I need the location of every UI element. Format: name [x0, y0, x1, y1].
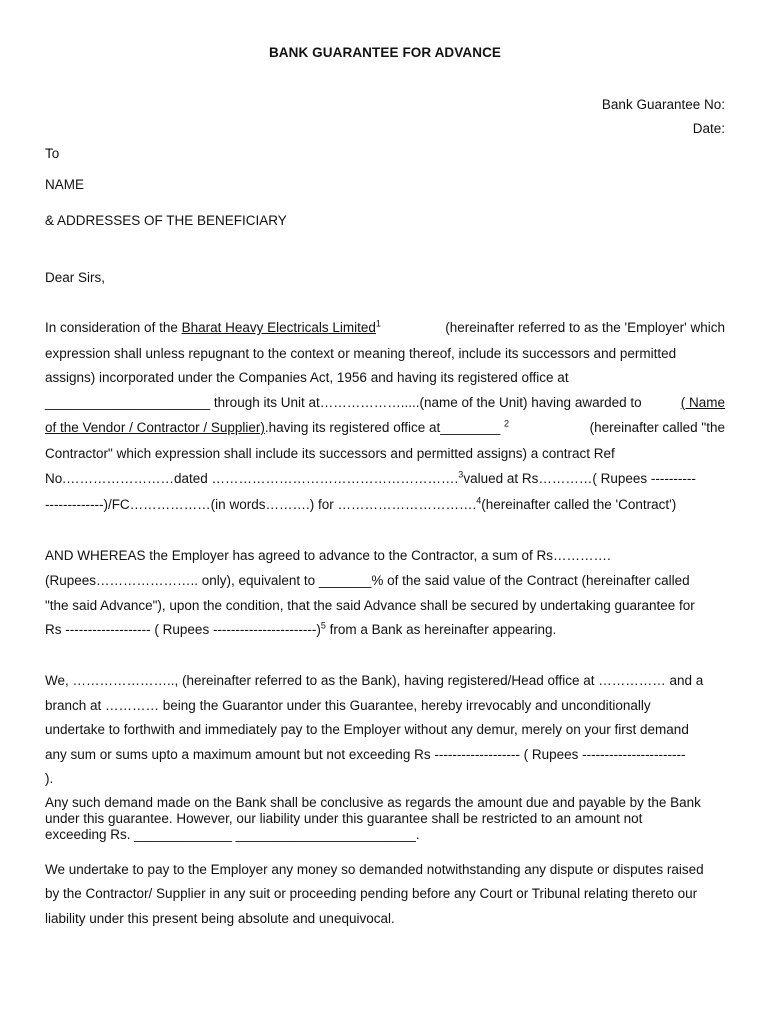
para1-line7 — [45, 471, 696, 486]
footnote-ref-5: 5 — [320, 620, 326, 631]
para2-line3: "the said Advance"), upon the condition, that the said Advance shall be secured by undertaking guarantee for — [45, 598, 695, 613]
para1-text: ______________________ through its Unit at……………….....(name of the Unit) having awarded to — [45, 395, 646, 410]
para1-text: (hereinafter called the 'Contract') — [481, 497, 677, 512]
para3-line4: any sum or sums upto a maximum amount but not exceeding Rs ------------------- ( Rupees ----------------------- — [45, 747, 686, 762]
vendor-name-placeholder: of the Vendor / Contractor / Supplier) — [45, 420, 265, 435]
para1-text: valued at Rs…………( Rupees ---------- — [463, 471, 696, 486]
footnote-ref-2: 2 — [504, 418, 510, 429]
para3-line3: undertake to forthwith and immediately pay to the Employer without any demur, merely on your first demand — [45, 722, 689, 737]
para1-line4 — [45, 395, 725, 410]
document-title: BANK GUARANTEE FOR ADVANCE — [268, 45, 502, 60]
para1-text: (hereinafter called "the — [585, 420, 725, 435]
para1-line6: Contractor" which expression shall include its successors and permitted assigns) a contract Ref — [45, 446, 615, 461]
para1-text: In consideration of the — [45, 320, 182, 335]
guarantee-number-label: Bank Guarantee No: — [601, 97, 725, 112]
address-to: To — [45, 146, 60, 161]
para1-line5 — [45, 420, 725, 435]
para1-line8 — [45, 497, 676, 512]
para1-line1 — [45, 320, 725, 335]
para4-line1: Any such demand made on the Bank shall be conclusive as regards the amount due and payable by the Bank — [45, 795, 701, 810]
address-name: NAME — [45, 177, 85, 192]
para2-line4 — [45, 622, 556, 637]
date-label: Date: — [692, 121, 725, 136]
footnote-ref-1: 1 — [375, 318, 381, 329]
vendor-name-placeholder: ( Name — [680, 395, 725, 410]
para1-text: -------------)/FC………………(in words……….) for …………………………. — [45, 497, 477, 512]
footnote-ref-3: 3 — [458, 469, 464, 480]
para2-text: from a Bank as hereinafter appearing. — [325, 622, 557, 637]
para5-line1: We undertake to pay to the Employer any money so demanded notwithstanding any dispute or disputes raised — [45, 862, 704, 877]
salutation: Dear Sirs, — [45, 270, 106, 285]
para3-line2: branch at ………… being the Guarantor under this Guarantee, hereby irrevocably and unconditionally — [45, 698, 651, 713]
para3-line5: ). — [45, 771, 54, 786]
para1-text: No.……………………dated ………………………………………………. — [45, 471, 459, 486]
employer-name: Bharat Heavy Electricals Limited — [181, 320, 376, 335]
para4-line2: under this guarantee. However, our liability under this guarantee shall be restricted to an amount not — [45, 811, 643, 826]
para3-line1: We, ………………….., (hereinafter referred to as the Bank), having registered/Head office at …………… and a — [45, 673, 704, 688]
para5-line2: by the Contractor/ Supplier in any suit or proceeding pending before any Court or Tribunal relating thereto our — [45, 886, 698, 901]
address-beneficiary: & ADDRESSES OF THE BENEFICIARY — [45, 213, 287, 228]
para2-line2: (Rupees………………….. only), equivalent to _______% of the said value of the Contract (hereinafter called — [45, 573, 690, 588]
para2-text: Rs ------------------- ( Rupees -----------------------) — [45, 622, 321, 637]
para5-line3: liability under this present being absolute and unequivocal. — [45, 911, 395, 926]
footnote-ref-4: 4 — [476, 495, 482, 506]
para4-line3: exceeding Rs. _____________ ________________________. — [45, 827, 420, 842]
para1-line3: assigns) incorporated under the Companies Act, 1956 and having its registered office at — [45, 370, 569, 385]
para1-line2: expression shall unless repugnant to the context or meaning thereof, include its successors and permitted — [45, 346, 677, 361]
para1-text: (hereinafter referred to as the 'Employer' which — [441, 320, 725, 335]
para2-line1: AND WHEREAS the Employer has agreed to advance to the Contractor, a sum of Rs…………. — [45, 548, 611, 563]
para1-text: .having its registered office at________ — [264, 420, 505, 435]
